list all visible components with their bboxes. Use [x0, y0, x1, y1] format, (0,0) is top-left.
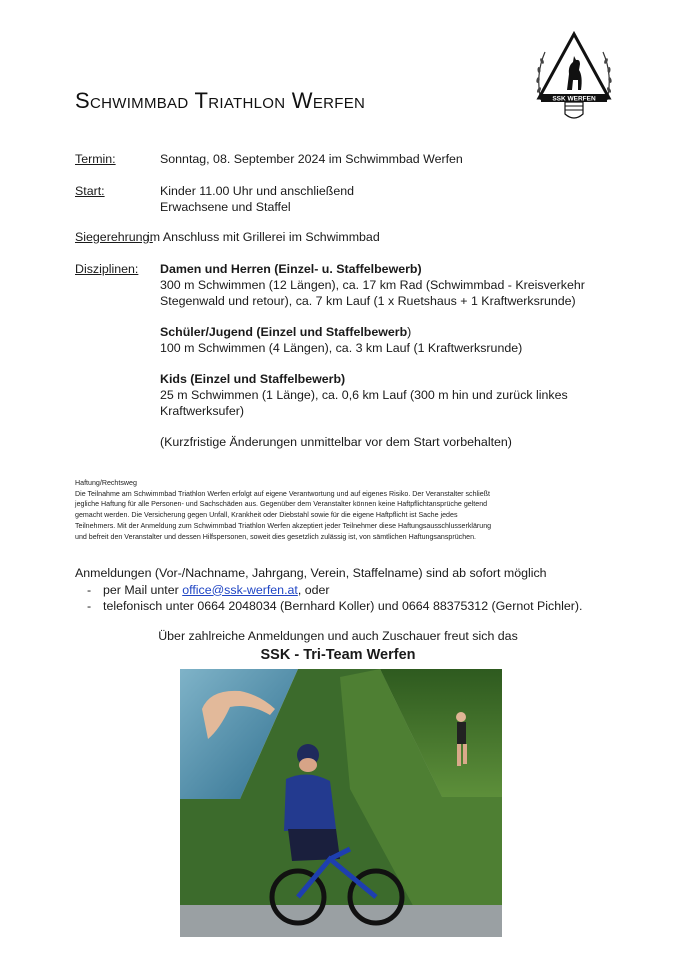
start-line: Kinder 11.00 Uhr und anschließend — [160, 184, 355, 198]
group-heading: Schüler/Jugend (Einzel und Staffelbewerb — [160, 325, 408, 339]
group-heading: Kids (Einzel und Staffelbewerb) — [160, 372, 346, 386]
siegerehrung-label: Siegerehrung: — [75, 230, 153, 244]
siegerehrung-value: im Anschluss mit Grillerei im Schwimmbad — [147, 230, 380, 244]
group-heading: Damen und Herren (Einzel- u. Staffelbewerb) — [160, 262, 422, 276]
page-title: Schwimmbad Triathlon Werfen — [75, 88, 366, 113]
disziplinen-list — [160, 261, 585, 450]
haftung-line: gemacht werden. Die Versicherung gegen Unfall, Krankheit oder Diebstahl sowie für die eigene Haftpflicht ist Sache jedes — [75, 511, 458, 520]
group-line: 100 m Schwimmen (4 Längen), ca. 3 km Lauf (1 Kraftwerksrunde) — [160, 341, 523, 355]
group-heading-tail: ) — [407, 325, 412, 339]
start-line: Erwachsene und Staffel — [160, 200, 291, 214]
disziplinen-note: (Kurzfristige Änderungen unmittelbar vor dem Start vorbehalten) — [160, 435, 512, 449]
group-line: 300 m Schwimmen (12 Längen), ca. 17 km Rad (Schwimmbad - Kreisverkehr — [160, 278, 585, 292]
haftung-title: Haftung/Rechtsweg — [75, 479, 137, 487]
haftung-line: jegliche Haftung für alle Personen- und Sachschäden aus. Gegenüber dem Veranstalter können keine Haftpflichtansprüche geltend — [75, 500, 488, 509]
start-value — [160, 183, 354, 215]
anmeldung-phone-item: - telefonisch unter 0664 2048034 (Bernhard Koller) und 0664 88375312 (Gernot Pichler). — [87, 599, 583, 613]
phone-text: telefonisch unter 0664 2048034 (Bernhard Koller) und 0664 88375312 (Gernot Pichler). — [103, 599, 583, 613]
group-line: Kraftwerksufer) — [160, 404, 244, 418]
closing-text: Über zahlreiche Anmeldungen und auch Zuschauer freut sich das — [158, 629, 518, 643]
termin-value: Sonntag, 08. September 2024 im Schwimmbad Werfen — [160, 152, 463, 166]
disziplinen-label: Disziplinen: — [75, 262, 139, 276]
team-name: SSK - Tri-Team Werfen — [260, 647, 416, 663]
haftung-section — [75, 478, 605, 542]
triathlon-photo-collage — [180, 669, 502, 937]
anmeldung-intro: Anmeldungen (Vor-/Nachname, Jahrgang, Verein, Staffelname) sind ab sofort möglich — [75, 566, 547, 580]
anmeldung-mail-item: - per Mail unter office@ssk-werfen.at, oder — [87, 582, 330, 597]
haftung-line: Die Teilnahme am Schwimmbad Triathlon Werfen erfolgt auf eigene Verantwortung und auf eigenes Risiko. Der Veranstalter schließt — [75, 489, 490, 498]
group-line: Stegenwald und retour), ca. 7 km Lauf (1 x Ruetshaus + 1 Kraftwerksrunde) — [160, 294, 576, 308]
ssk-werfen-logo — [533, 30, 615, 128]
haftung-line: Teilnehmers. Mit der Anmeldung zum Schwimmbad Triathlon Werfen akzeptiert jeder Teilnehmer diese Haftungsausschlusserklärung — [75, 521, 492, 530]
anmeldung-section — [75, 565, 582, 615]
logo-text: SSK WERFEN — [552, 95, 596, 103]
haftung-line: und befreit den Veranstalter und dessen Hilfspersonen, soweit dies gesetzlich zulässig ist, von sämtlichen Haftungsansprüchen. — [75, 532, 477, 541]
start-label: Start: — [75, 184, 105, 198]
email-link[interactable]: office@ssk-werfen.at — [182, 582, 298, 597]
group-line: 25 m Schwimmen (1 Länge), ca. 0,6 km Lauf (300 m hin und zurück linkes — [160, 388, 568, 402]
termin-label: Termin: — [75, 152, 116, 166]
